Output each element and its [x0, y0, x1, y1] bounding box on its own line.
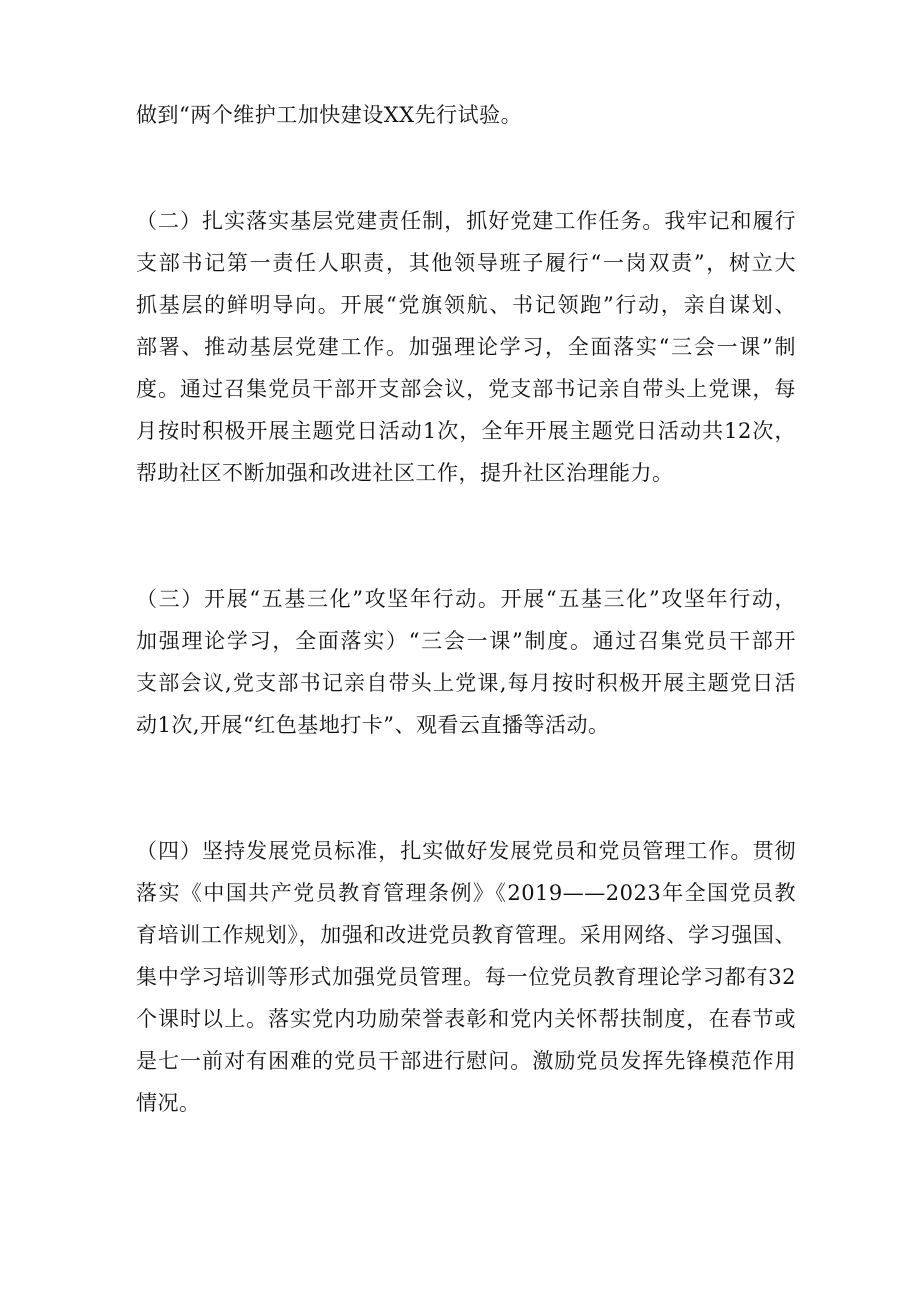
text-line: 帮助社区不断加强和改进社区工作，提升社区治理能力。 — [136, 461, 674, 485]
text-line: 抓基层的鲜明导向。开展“党旗领航、书记领跑”行动，亲自谋划、 — [136, 293, 796, 317]
text-line: （四）坚持发展党员标准，扎实做好发展党员和党员管理工作。贯彻 — [136, 839, 796, 863]
paragraph-section-4 — [136, 830, 796, 1124]
text-line: 是七一前对有困难的党员干部进行慰问。激励党员发挥先锋模范作用 — [136, 1049, 796, 1073]
text-line: 动1次,开展“红色基地打卡”、观看云直播等活动。 — [136, 713, 610, 737]
text-line: （三）开展“五基三化”攻坚年行动。开展“五基三化”攻坚年行动， — [136, 587, 796, 611]
text-line: 情况。 — [136, 1091, 201, 1115]
text-line: （二）扎实落实基层党建责任制，抓好党建工作任务。我牢记和履行 — [136, 209, 796, 233]
text-line: 做到“两个维护工加快建设XX先行试验。 — [136, 103, 523, 127]
text-line: 个课时以上。落实党内功励荣誉表彰和党内关怀帮扶制度，在春节或 — [136, 1007, 796, 1031]
text-line: 支部书记第一责任人职责，其他领导班子履行“一岗双责”，树立大 — [136, 251, 796, 275]
paragraph-intro-fragment — [136, 94, 796, 136]
text-line: 加强理论学习，全面落实）“三会一课”制度。通过召集党员干部开 — [136, 629, 796, 653]
text-line: 集中学习培训等形式加强党员管理。每一位党员教育理论学习都有32 — [136, 965, 796, 989]
paragraph-section-2 — [136, 200, 796, 494]
text-line: 部署、推动基层党建工作。加强理论学习，全面落实“三会一课”制 — [136, 335, 796, 359]
text-line: 月按时积极开展主题党日活动1次，全年开展主题党日活动共12次， — [136, 419, 796, 443]
text-line: 度。通过召集党员干部开支部会议，党支部书记亲自带头上党课，每 — [136, 377, 796, 401]
text-line: 育培训工作规划》，加强和改进党员教育管理。采用网络、学习强国、 — [136, 923, 796, 947]
text-line: 落实《中国共产党员教育管理条例》《2019——2023年全国党员教 — [136, 881, 796, 905]
paragraph-section-3 — [136, 578, 796, 746]
text-line: 支部会议,党支部书记亲自带头上党课,每月按时积极开展主题党日活 — [136, 671, 796, 695]
